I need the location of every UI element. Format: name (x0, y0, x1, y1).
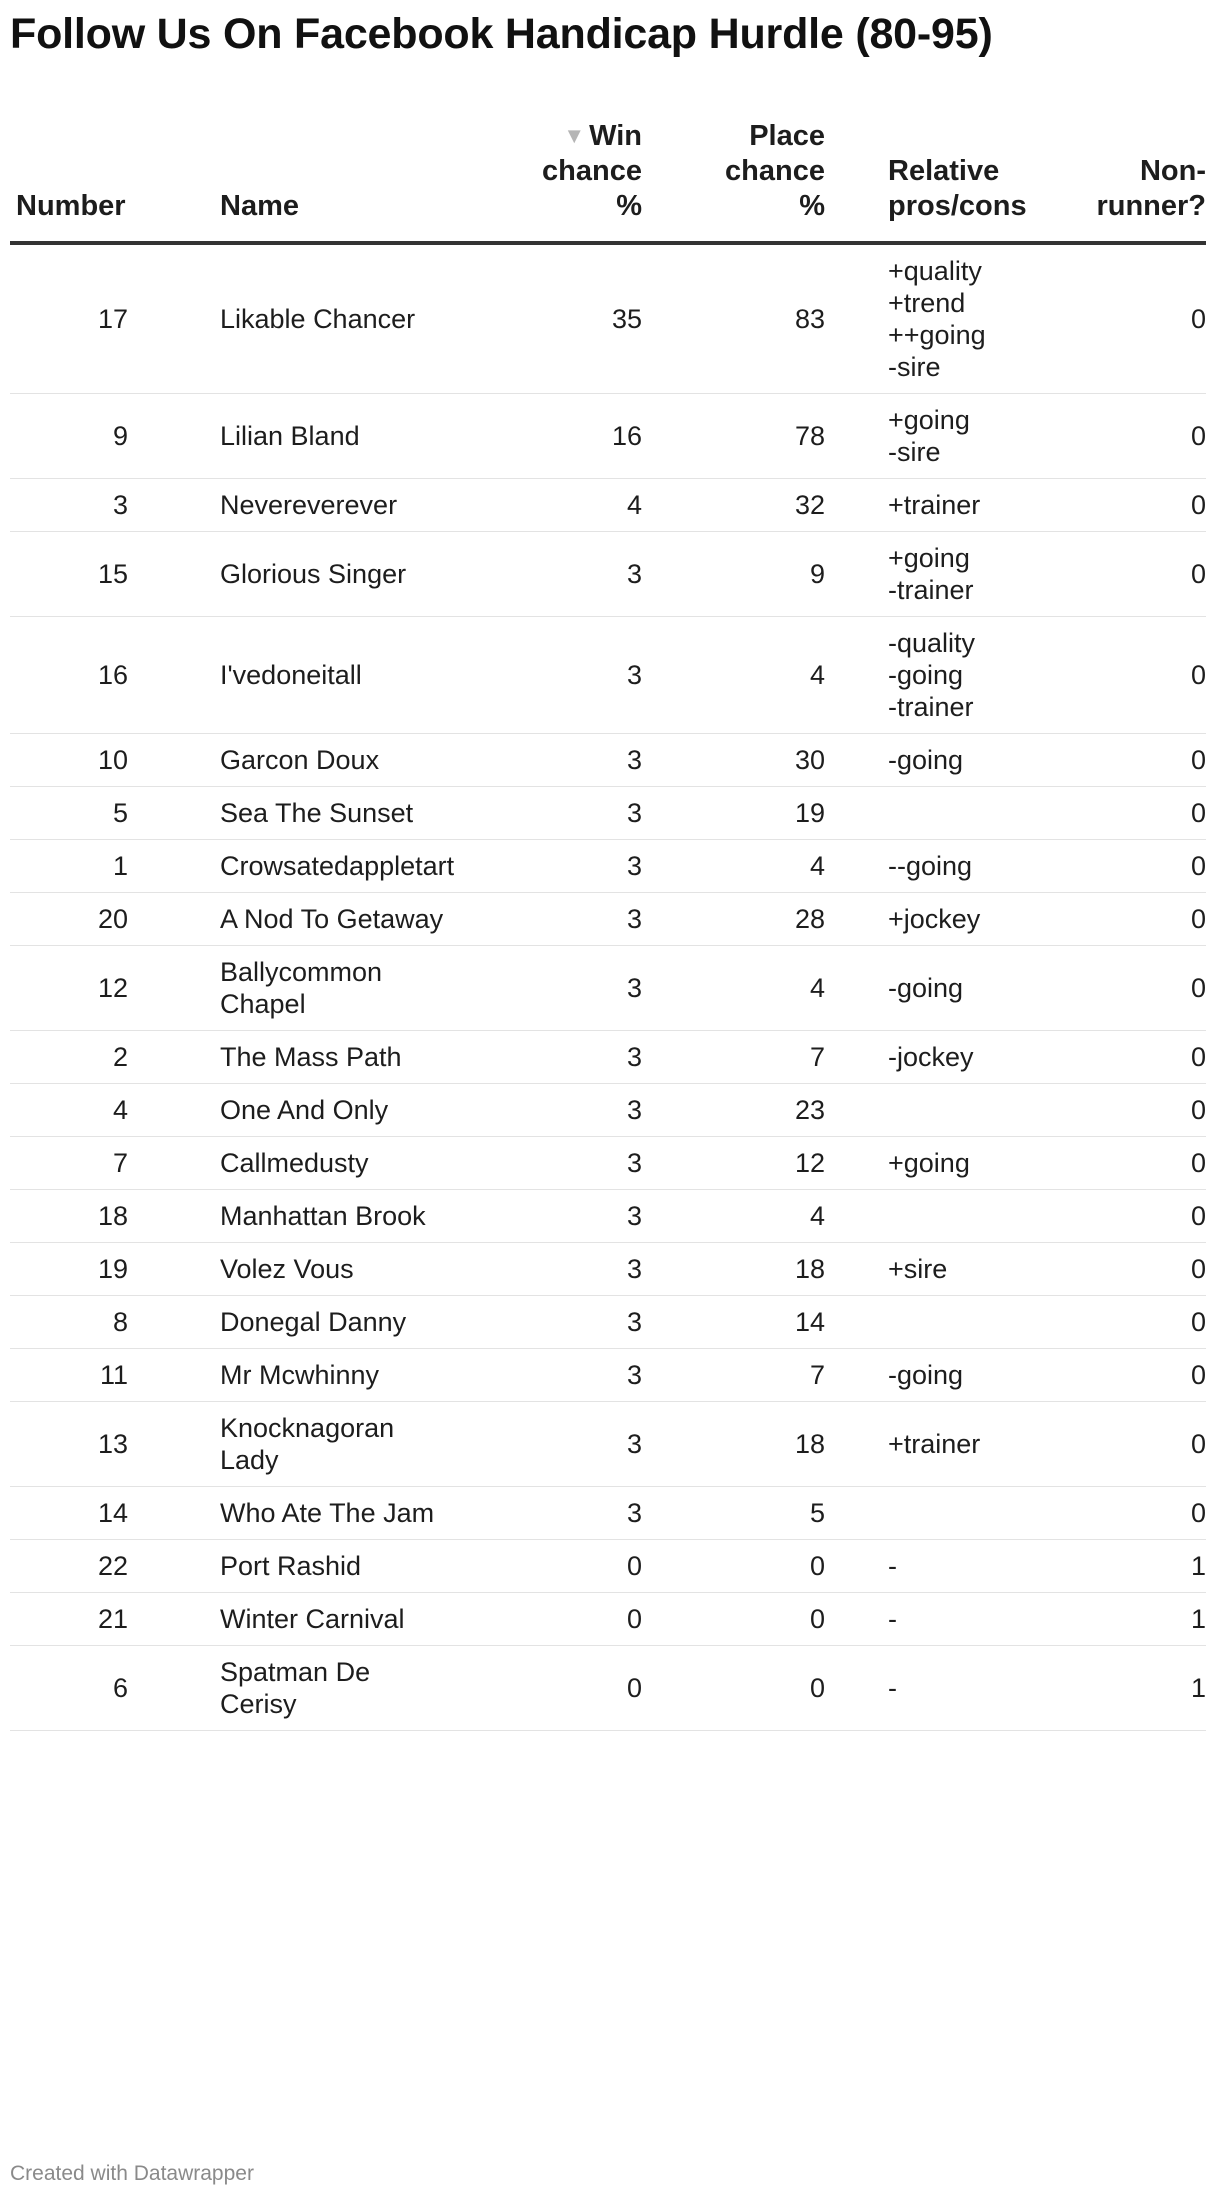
cell-number: 18 (10, 1190, 180, 1243)
cell-win-chance: 4 (450, 479, 642, 532)
cell-win-chance: 3 (450, 787, 642, 840)
cell-place-chance: 7 (642, 1349, 825, 1402)
cell-win-chance: 3 (450, 617, 642, 734)
cell-name: A Nod To Getaway (180, 893, 450, 946)
cell-win-chance: 3 (450, 734, 642, 787)
cell-number: 5 (10, 787, 180, 840)
cell-name: Garcon Doux (180, 734, 450, 787)
cell-place-chance: 0 (642, 1540, 825, 1593)
chart-container (10, 0, 1206, 1731)
cell-name: Donegal Danny (180, 1296, 450, 1349)
cell-relative (825, 394, 1016, 479)
chart-title: Follow Us On Facebook Handicap Hurdle (80-95) (10, 10, 993, 58)
table-row (10, 893, 1206, 946)
relative-factor: +trainer (888, 490, 981, 520)
table-row (10, 946, 1206, 1031)
cell-name: I'vedoneitall (180, 617, 450, 734)
cell-place-chance: 32 (642, 479, 825, 532)
cell-win-chance: 3 (450, 893, 642, 946)
cell-place-chance: 4 (642, 1190, 825, 1243)
cell-place-chance: 4 (642, 946, 825, 1031)
header-win-line-2: chance (542, 155, 642, 187)
cell-relative (825, 893, 1016, 946)
header-nonrunner-line-2: runner? (1096, 190, 1206, 222)
cell-win-chance: 3 (450, 1402, 642, 1487)
relative-factor: +sire (888, 1254, 948, 1284)
cell-win-chance: 3 (450, 946, 642, 1031)
table-row (10, 1540, 1206, 1593)
cell-place-chance: 18 (642, 1402, 825, 1487)
cell-name: Sea The Sunset (180, 787, 450, 840)
cell-win-chance: 0 (450, 1540, 642, 1593)
cell-non-runner: 0 (1016, 787, 1206, 840)
relative-factor: -sire (888, 352, 941, 382)
cell-non-runner: 1 (1016, 1540, 1206, 1593)
table-row (10, 787, 1206, 840)
header-win-line-1: Win (589, 120, 642, 152)
cell-number: 10 (10, 734, 180, 787)
relative-factor: +trainer (888, 1429, 981, 1459)
cell-place-chance: 78 (642, 394, 825, 479)
cell-relative (825, 1031, 1016, 1084)
cell-name: Ballycommon Chapel (180, 946, 450, 1031)
cell-relative (825, 1540, 1016, 1593)
results-table (10, 118, 1206, 1731)
cell-name: The Mass Path (180, 1031, 450, 1084)
cell-number: 22 (10, 1540, 180, 1593)
cell-relative (825, 1243, 1016, 1296)
header-number[interactable]: Number (10, 118, 180, 243)
relative-factor: +going (888, 543, 970, 573)
cell-name: One And Only (180, 1084, 450, 1137)
cell-relative (825, 1137, 1016, 1190)
cell-win-chance: 16 (450, 394, 642, 479)
cell-non-runner: 0 (1016, 893, 1206, 946)
table-row (10, 1402, 1206, 1487)
cell-place-chance: 12 (642, 1137, 825, 1190)
cell-win-chance: 3 (450, 1487, 642, 1540)
table-row (10, 243, 1206, 394)
cell-relative (825, 734, 1016, 787)
cell-relative (825, 1487, 1016, 1540)
cell-non-runner: 0 (1016, 946, 1206, 1031)
relative-factor: -sire (888, 437, 941, 467)
cell-non-runner: 0 (1016, 532, 1206, 617)
cell-name: Winter Carnival (180, 1593, 450, 1646)
table-row (10, 1349, 1206, 1402)
table-row (10, 1296, 1206, 1349)
cell-relative (825, 1296, 1016, 1349)
cell-win-chance: 3 (450, 1084, 642, 1137)
relative-factor: +trend (888, 288, 966, 318)
cell-number: 14 (10, 1487, 180, 1540)
cell-non-runner: 0 (1016, 1349, 1206, 1402)
cell-non-runner: 0 (1016, 1487, 1206, 1540)
header-relative[interactable] (825, 118, 1027, 243)
cell-place-chance: 83 (642, 243, 825, 394)
relative-factor: +jockey (888, 904, 981, 934)
cell-number: 9 (10, 394, 180, 479)
cell-non-runner: 0 (1016, 394, 1206, 479)
cell-number: 19 (10, 1243, 180, 1296)
cell-win-chance: 3 (450, 1031, 642, 1084)
cell-relative (825, 243, 1016, 394)
table-body (10, 243, 1206, 1731)
cell-relative (825, 840, 1016, 893)
cell-name: Crowsatedappletart (180, 840, 450, 893)
relative-factor: -trainer (888, 692, 974, 722)
cell-number: 17 (10, 243, 180, 394)
cell-number: 3 (10, 479, 180, 532)
cell-place-chance: 4 (642, 617, 825, 734)
cell-win-chance: 3 (450, 840, 642, 893)
relative-factor: -going (888, 660, 964, 690)
table-row (10, 479, 1206, 532)
cell-win-chance: 3 (450, 1349, 642, 1402)
cell-place-chance: 4 (642, 840, 825, 893)
cell-non-runner: 0 (1016, 1137, 1206, 1190)
cell-relative (825, 1402, 1016, 1487)
cell-name: Port Rashid (180, 1540, 450, 1593)
cell-name: Knocknagoran Lady (180, 1402, 450, 1487)
cell-name: Likable Chancer (180, 243, 450, 394)
cell-relative (825, 787, 1016, 840)
header-relative-line-2: pros/cons (888, 190, 1027, 222)
cell-relative (825, 1190, 1016, 1243)
table-row (10, 840, 1206, 893)
cell-relative (825, 946, 1016, 1031)
header-place-chance[interactable] (642, 118, 825, 243)
cell-place-chance: 28 (642, 893, 825, 946)
relative-factor: - (888, 1673, 897, 1703)
relative-factor: -going (888, 973, 964, 1003)
relative-factor: ++going (888, 320, 986, 350)
relative-factor: --going (888, 851, 973, 881)
cell-name: Mr Mcwhinny (180, 1349, 450, 1402)
cell-place-chance: 0 (642, 1593, 825, 1646)
cell-place-chance: 19 (642, 787, 825, 840)
cell-number: 11 (10, 1349, 180, 1402)
cell-name: Glorious Singer (180, 532, 450, 617)
relative-factor: - (888, 1604, 897, 1634)
header-name[interactable]: Name (180, 118, 450, 243)
relative-factor: -quality (888, 628, 976, 658)
cell-relative (825, 617, 1016, 734)
cell-number: 13 (10, 1402, 180, 1487)
header-relative-line-1: Relative (888, 155, 1000, 187)
cell-number: 12 (10, 946, 180, 1031)
cell-name: Nevereverever (180, 479, 450, 532)
cell-win-chance: 3 (450, 1243, 642, 1296)
cell-place-chance: 23 (642, 1084, 825, 1137)
cell-place-chance: 7 (642, 1031, 825, 1084)
cell-non-runner: 1 (1016, 1593, 1206, 1646)
cell-non-runner: 0 (1016, 1243, 1206, 1296)
cell-win-chance: 3 (450, 1137, 642, 1190)
cell-number: 16 (10, 617, 180, 734)
sort-desc-icon: ▼ (563, 123, 586, 148)
cell-relative (825, 479, 1016, 532)
table-row (10, 394, 1206, 479)
table-row (10, 1593, 1206, 1646)
cell-name: Who Ate The Jam (180, 1487, 450, 1540)
cell-win-chance: 3 (450, 1296, 642, 1349)
relative-factor: -going (888, 745, 964, 775)
cell-place-chance: 18 (642, 1243, 825, 1296)
cell-number: 1 (10, 840, 180, 893)
cell-place-chance: 14 (642, 1296, 825, 1349)
cell-number: 15 (10, 532, 180, 617)
cell-win-chance: 35 (450, 243, 642, 394)
cell-place-chance: 5 (642, 1487, 825, 1540)
cell-relative (825, 1349, 1016, 1402)
cell-non-runner: 0 (1016, 1296, 1206, 1349)
header-row (10, 118, 1206, 243)
cell-number: 20 (10, 893, 180, 946)
cell-win-chance: 3 (450, 1190, 642, 1243)
relative-factor: +quality (888, 256, 982, 286)
cell-place-chance: 30 (642, 734, 825, 787)
header-place-line-1: Place (749, 120, 825, 152)
table-row (10, 734, 1206, 787)
cell-number: 21 (10, 1593, 180, 1646)
table-row (10, 1190, 1206, 1243)
cell-name: Manhattan Brook (180, 1190, 450, 1243)
header-place-line-2: chance (725, 155, 825, 187)
header-win-line-3: % (616, 190, 642, 222)
header-non-runner[interactable] (1016, 118, 1206, 243)
header-place-line-3: % (799, 190, 825, 222)
relative-factor: -trainer (888, 575, 974, 605)
relative-factor: +going (888, 405, 970, 435)
cell-number: 2 (10, 1031, 180, 1084)
table-row (10, 1031, 1206, 1084)
cell-win-chance: 3 (450, 532, 642, 617)
cell-non-runner: 0 (1016, 1402, 1206, 1487)
cell-number: 6 (10, 1646, 180, 1731)
cell-non-runner: 0 (1016, 1190, 1206, 1243)
cell-non-runner: 0 (1016, 479, 1206, 532)
cell-name: Volez Vous (180, 1243, 450, 1296)
cell-non-runner: 0 (1016, 734, 1206, 787)
cell-non-runner: 1 (1016, 1646, 1206, 1731)
table-row (10, 1243, 1206, 1296)
cell-place-chance: 0 (642, 1646, 825, 1731)
relative-factor: +going (888, 1148, 970, 1178)
cell-place-chance: 9 (642, 532, 825, 617)
relative-factor: -going (888, 1360, 964, 1390)
cell-relative (825, 1646, 1016, 1731)
cell-name: Lilian Bland (180, 394, 450, 479)
cell-non-runner: 0 (1016, 617, 1206, 734)
cell-relative (825, 1593, 1016, 1646)
table-row (10, 1646, 1206, 1731)
table-row (10, 1137, 1206, 1190)
cell-number: 4 (10, 1084, 180, 1137)
cell-win-chance: 0 (450, 1646, 642, 1731)
header-win-chance[interactable] (450, 118, 642, 243)
cell-win-chance: 0 (450, 1593, 642, 1646)
table-row (10, 617, 1206, 734)
relative-factor: - (888, 1551, 897, 1581)
datawrapper-credit[interactable]: Created with Datawrapper (10, 2162, 254, 2185)
cell-non-runner: 0 (1016, 1031, 1206, 1084)
table-row (10, 532, 1206, 617)
table-row (10, 1487, 1206, 1540)
header-nonrunner-line-1: Non- (1139, 155, 1206, 187)
cell-name: Callmedusty (180, 1137, 450, 1190)
relative-factor: -jockey (888, 1042, 974, 1072)
table-row (10, 1084, 1206, 1137)
cell-relative (825, 532, 1016, 617)
cell-number: 7 (10, 1137, 180, 1190)
cell-name: Spatman De Cerisy (180, 1646, 450, 1731)
cell-relative (825, 1084, 1016, 1137)
cell-non-runner: 0 (1016, 243, 1206, 394)
cell-number: 8 (10, 1296, 180, 1349)
cell-non-runner: 0 (1016, 840, 1206, 893)
cell-non-runner: 0 (1016, 1084, 1206, 1137)
